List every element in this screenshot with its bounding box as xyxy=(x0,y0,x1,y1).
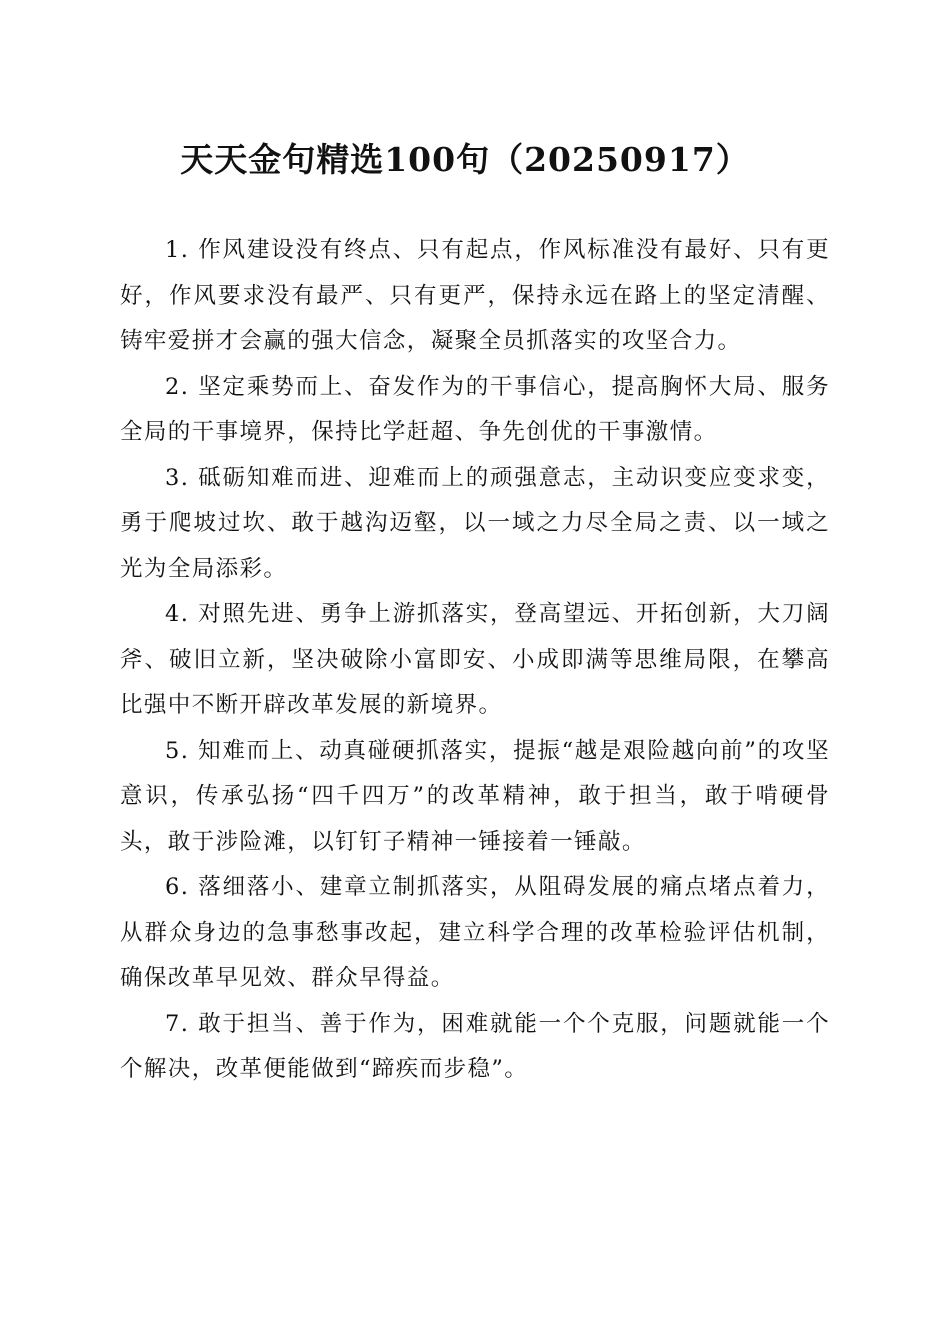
paragraph-2: 2. 坚定乘势而上、奋发作为的干事信心，提高胸怀大局、服务全局的干事境界，保持比学赶超、争先创优的干事激情。 xyxy=(120,373,830,445)
paragraph-5: 5. 知难而上、动真碰硬抓落实，提振“越是艰险越向前”的攻坚意识，传承弘扬“四千四万”的改革精神，敢于担当，敢于啃硬骨头，敢于涉险滩，以钉钉子精神一锤接着一锤敲。 xyxy=(120,737,830,855)
paragraph-3: 3. 砥砺知难而进、迎难而上的顽强意志，主动识变应变求变，勇于爬坡过坎、敢于越沟迈壑，以一域之力尽全局之责、以一域之光为全局添彩。 xyxy=(120,464,830,582)
paragraph-1: 1. 作风建设没有终点、只有起点，作风标准没有最好、只有更好，作风要求没有最严、只有更严，保持永远在路上的坚定清醒、铸牢爱拼才会赢的强大信念，凝聚全员抓落实的攻坚合力。 xyxy=(120,237,830,354)
paragraph-6: 6. 落细落小、建章立制抓落实，从阻碍发展的痛点堵点着力，从群众身边的急事愁事改起，建立科学合理的改革检验评估机制，确保改革早见效、群众早得益。 xyxy=(120,874,830,991)
paragraph-7: 7. 敢于担当、善于作为，困难就能一个个克服，问题就能一个个解决，改革便能做到“蹄疾而步稳”。 xyxy=(120,1010,830,1082)
document-body xyxy=(120,228,830,1093)
paragraph-4: 4. 对照先进、勇争上游抓落实，登高望远、开拓创新，大刀阔斧、破旧立新，坚决破除小富即安、小成即满等思维局限，在攀高比强中不断开辟改革发展的新境界。 xyxy=(120,601,830,718)
document-title: 天天金句精选100句（20250917） xyxy=(180,140,750,179)
